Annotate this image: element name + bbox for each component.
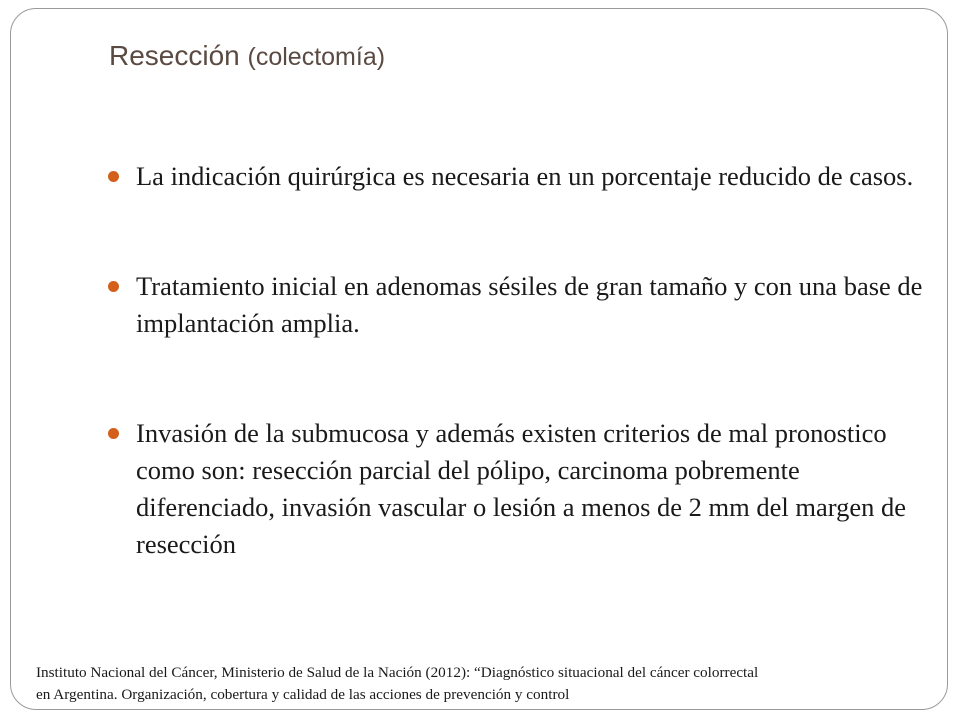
slide-title-main: Resección [109, 40, 240, 71]
bullet-dot-icon [108, 171, 119, 182]
bullet-text: La indicación quirúrgica es necesaria en un porcentaje reducido de casos. [136, 161, 914, 191]
bullet-item [136, 158, 926, 195]
citation-line-2: en Argentina. Organización, cobertura y calidad de las acciones de prevención y control [36, 686, 570, 703]
bullet-dot-icon [108, 281, 119, 292]
bullet-list [136, 158, 926, 563]
bullet-text: Invasión de la submucosa y además existen criterios de mal pronostico como son: resección parcial del pólipo, carcinoma pobremente diferenciado, invasión vascular o lesión a menos de 2 mm del margen de resección [136, 418, 906, 559]
citation-line-1: Instituto Nacional del Cáncer, Ministerio de Salud de la Nación (2012): “Diagnóstico situacional del cáncer colorrectal [36, 664, 759, 681]
bullet-dot-icon [108, 428, 119, 439]
slide-title [109, 40, 385, 72]
bullet-text: Tratamiento inicial en adenomas sésiles de gran tamaño y con una base de implantación amplia. [136, 271, 923, 338]
citation [36, 662, 956, 706]
bullet-item [136, 268, 926, 342]
slide-title-sub: (colectomía) [247, 43, 386, 71]
bullet-item [136, 415, 926, 563]
